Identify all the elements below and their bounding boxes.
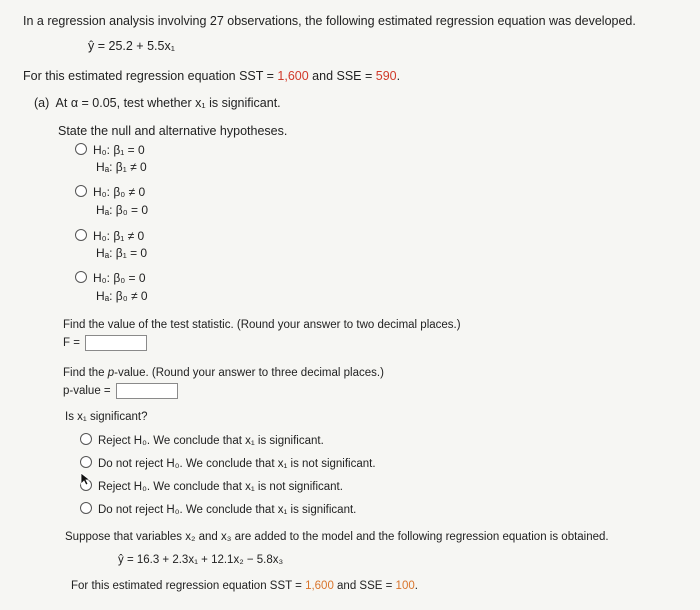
hypothesis-option-3[interactable]: H₀: β₁ ≠ 0	[75, 228, 144, 244]
hypothesis-option-2[interactable]: H₀: β₀ ≠ 0	[75, 184, 145, 200]
problem-intro: In a regression analysis involving 27 observations, the following estimated regression equation was developed.	[23, 14, 636, 28]
part-b-intro: Suppose that variables x₂ and x₃ are added to the model and the following regression equation is obtained.	[65, 531, 609, 543]
significance-option-4[interactable]: Do not reject H₀. We conclude that x₁ is significant.	[80, 502, 356, 518]
p-value-row	[63, 383, 178, 399]
radio-button[interactable]	[80, 502, 92, 514]
significance-option-1[interactable]: Reject H₀. We conclude that x₁ is significant.	[80, 433, 324, 449]
hypothesis-option-3-ha: Hₐ: β₁ = 0	[96, 246, 148, 260]
p-value-input[interactable]	[116, 383, 178, 399]
hypotheses-prompt: State the null and alternative hypotheses.	[58, 124, 288, 138]
radio-button[interactable]	[75, 143, 87, 155]
significance-option-2[interactable]: Do not reject H₀. We conclude that x₁ is not significant.	[80, 456, 376, 472]
f-statistic-label: F =	[63, 337, 80, 350]
p-value-prompt: Find the p-value. (Round your answer to three decimal places.)	[63, 367, 384, 379]
sst-value-1: 1,600	[277, 69, 309, 83]
significance-prompt: Is x₁ significant?	[65, 411, 148, 423]
radio-button[interactable]	[75, 185, 87, 197]
sse-value-1: 590	[375, 69, 397, 83]
hypothesis-option-4[interactable]: H₀: β₀ = 0	[75, 270, 146, 286]
part-a-label: (a)	[34, 96, 50, 110]
regression-equation-2: ŷ = 16.3 + 2.3x₁ + 12.1x₂ − 5.8x₃	[118, 554, 284, 566]
p-value-label: p-value =	[63, 385, 111, 398]
hypothesis-option-1[interactable]: H₀: β₁ = 0	[75, 142, 145, 158]
significance-option-3[interactable]: Reject H₀. We conclude that x₁ is not significant.	[80, 479, 343, 495]
part-a-text: At α = 0.05, test whether x₁ is significant.	[55, 96, 281, 110]
hypothesis-option-1-ha: Hₐ: β₁ ≠ 0	[96, 160, 147, 174]
f-statistic-row	[63, 335, 147, 351]
test-statistic-prompt: Find the value of the test statistic. (Round your answer to two decimal places.)	[63, 319, 461, 331]
regression-equation-1: ŷ = 25.2 + 5.5x₁	[88, 39, 175, 53]
mouse-pointer-icon	[80, 472, 92, 486]
f-statistic-input[interactable]	[85, 335, 147, 351]
hypothesis-option-2-ha: Hₐ: β₀ = 0	[96, 203, 149, 217]
given-sst-sse-1: For this estimated regression equation SST = 1,600 and SSE = 590.	[23, 69, 401, 83]
radio-button[interactable]	[75, 271, 87, 283]
part-a-question	[34, 95, 281, 111]
radio-button[interactable]	[80, 433, 92, 445]
radio-button[interactable]	[75, 229, 87, 241]
sst-value-2: 1,600	[305, 580, 334, 592]
hypothesis-option-4-ha: Hₐ: β₀ ≠ 0	[96, 289, 148, 303]
radio-button[interactable]	[80, 456, 92, 468]
sse-value-2: 100	[395, 580, 415, 592]
given-sst-sse-2: For this estimated regression equation SST = 1,600 and SSE = 100.	[71, 580, 418, 592]
